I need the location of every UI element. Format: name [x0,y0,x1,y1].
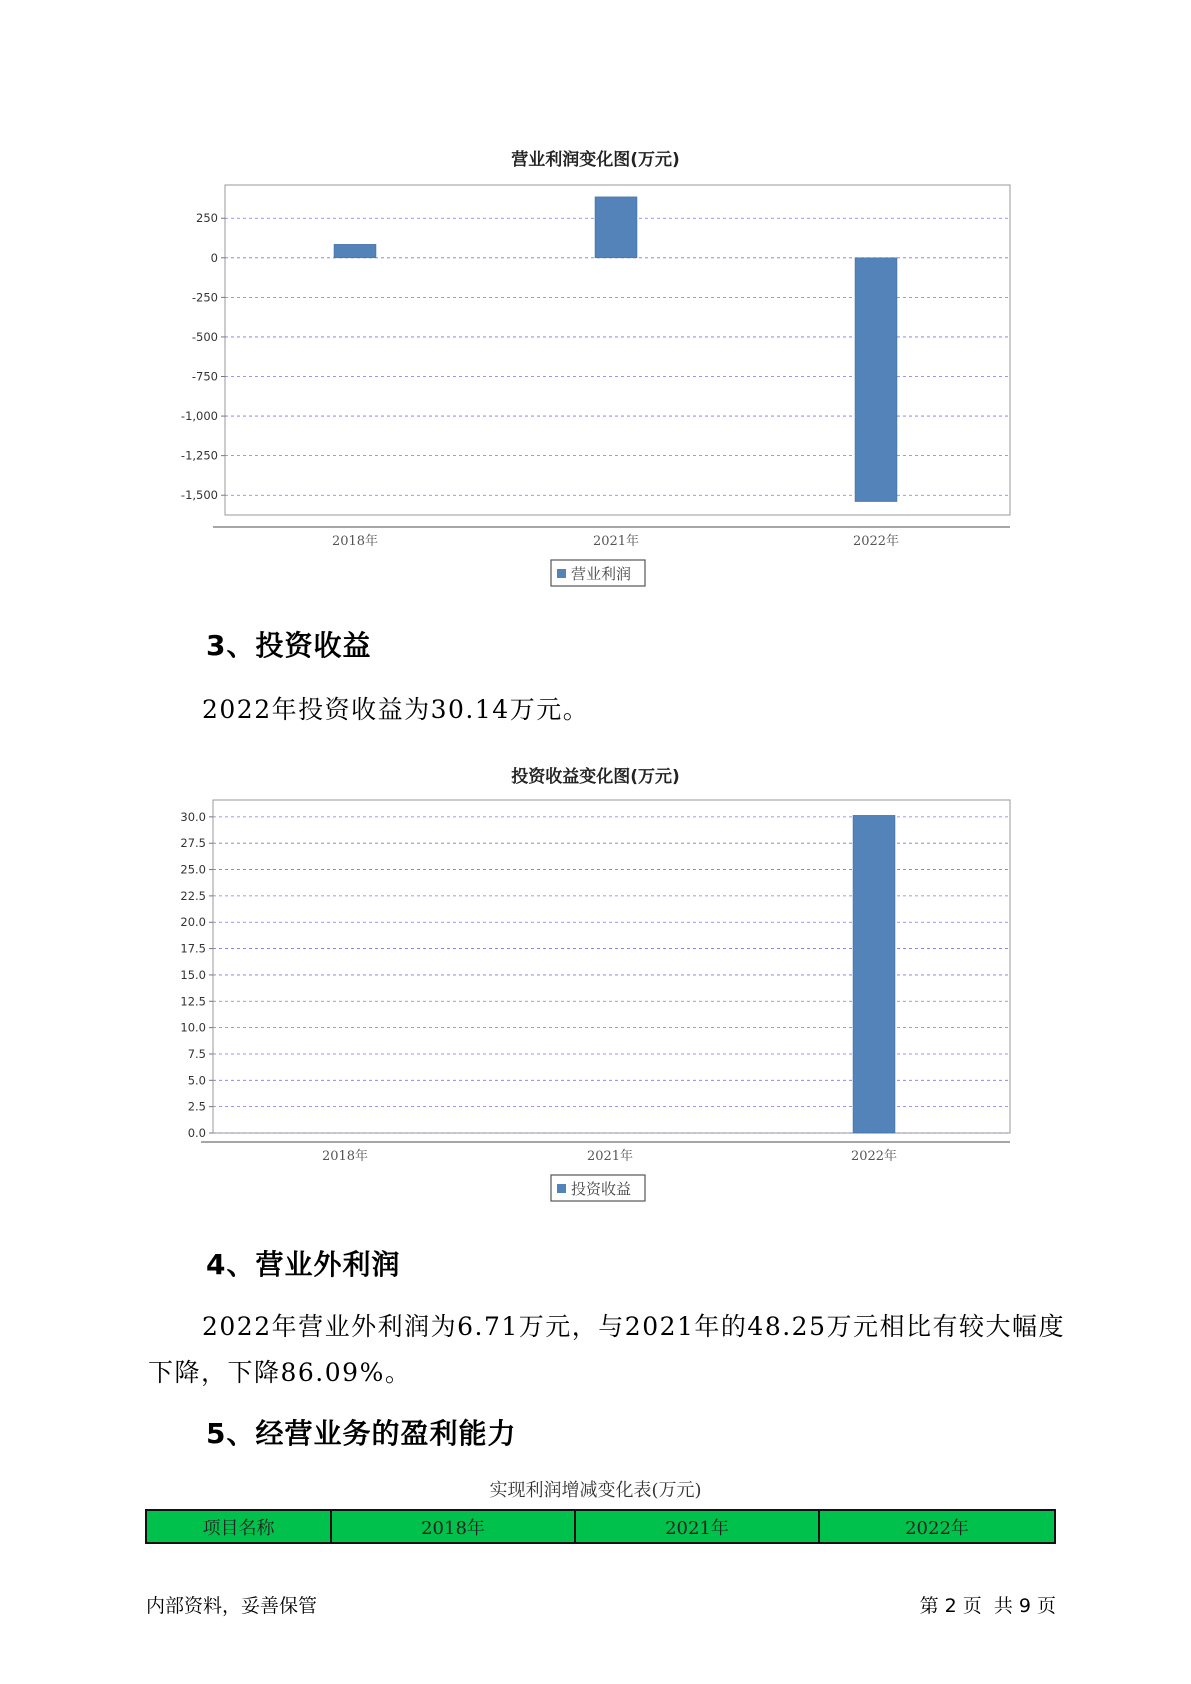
bar [334,244,376,257]
y-tick-label: 10.0 [180,1020,206,1035]
y-tick-label: -1,000 [180,409,218,424]
bar [595,197,637,258]
section-3-text: 2022年投资收益为30.14万元。 [202,695,590,724]
investment-income-chart [0,795,1191,1215]
y-tick-label: 17.5 [180,941,206,956]
table-header-2018: 2018年 [331,1510,575,1543]
table-header-item-name: 项目名称 [146,1510,331,1543]
legend-label: 营业利润 [571,565,632,583]
legend-swatch [557,1184,566,1193]
bar [853,815,895,1133]
y-tick-label: 0.0 [187,1126,206,1140]
x-category-label: 2018年 [321,1149,369,1164]
section-5-heading: 5、经营业务的盈利能力 [206,1417,517,1450]
y-tick-label: 25.0 [180,862,206,877]
footer-page-number: 第 2 页 共 9 页 [919,1595,1056,1617]
profit-change-table [145,1509,1056,1544]
section-4-heading: 4、营业外利润 [206,1248,401,1281]
x-category-label: 2021年 [586,1149,634,1164]
y-tick-label: 12.5 [180,994,206,1009]
table-header-2021: 2021年 [575,1510,819,1543]
y-tick-label: -750 [191,369,218,384]
y-tick-label: 0 [210,250,218,265]
y-tick-label: 30.0 [180,809,206,824]
chart1-title: 营业利润变化图(万元) [511,150,680,170]
chart2-title: 投资收益变化图(万元) [511,767,680,787]
section-4-text-line2: 下降，下降86.09%。 [148,1358,412,1387]
table-header-2022: 2022年 [819,1510,1055,1543]
y-tick-label: -1,250 [180,448,218,463]
legend-label: 投资收益 [571,1180,632,1198]
x-category-label: 2018年 [331,534,379,549]
y-tick-label: 250 [196,211,218,226]
y-tick-label: 7.5 [187,1046,206,1061]
table-header-row [146,1510,1055,1543]
y-tick-label: 27.5 [180,836,206,851]
y-tick-label: -500 [191,329,218,344]
y-tick-label: -250 [191,290,218,305]
section-4-text-line1: 2022年营业外利润为6.71万元，与2021年的48.25万元相比有较大幅度 [202,1312,1065,1341]
y-tick-label: 22.5 [180,888,206,903]
operating-profit-chart [0,175,1191,595]
y-tick-label: 15.0 [180,967,206,982]
table-caption: 实现利润增减变化表(万元) [489,1480,702,1501]
x-category-label: 2022年 [852,534,900,549]
legend-swatch [557,569,566,578]
footer-confidential: 内部资料，妥善保管 [146,1595,318,1617]
x-category-label: 2021年 [592,534,640,549]
y-tick-label: 2.5 [187,1099,206,1114]
section-3-heading: 3、投资收益 [206,629,372,662]
x-category-label: 2022年 [850,1149,898,1164]
y-tick-label: 20.0 [180,915,206,930]
y-tick-label: 5.0 [187,1073,206,1088]
y-tick-label: -1,500 [180,488,218,503]
bar [855,258,897,502]
